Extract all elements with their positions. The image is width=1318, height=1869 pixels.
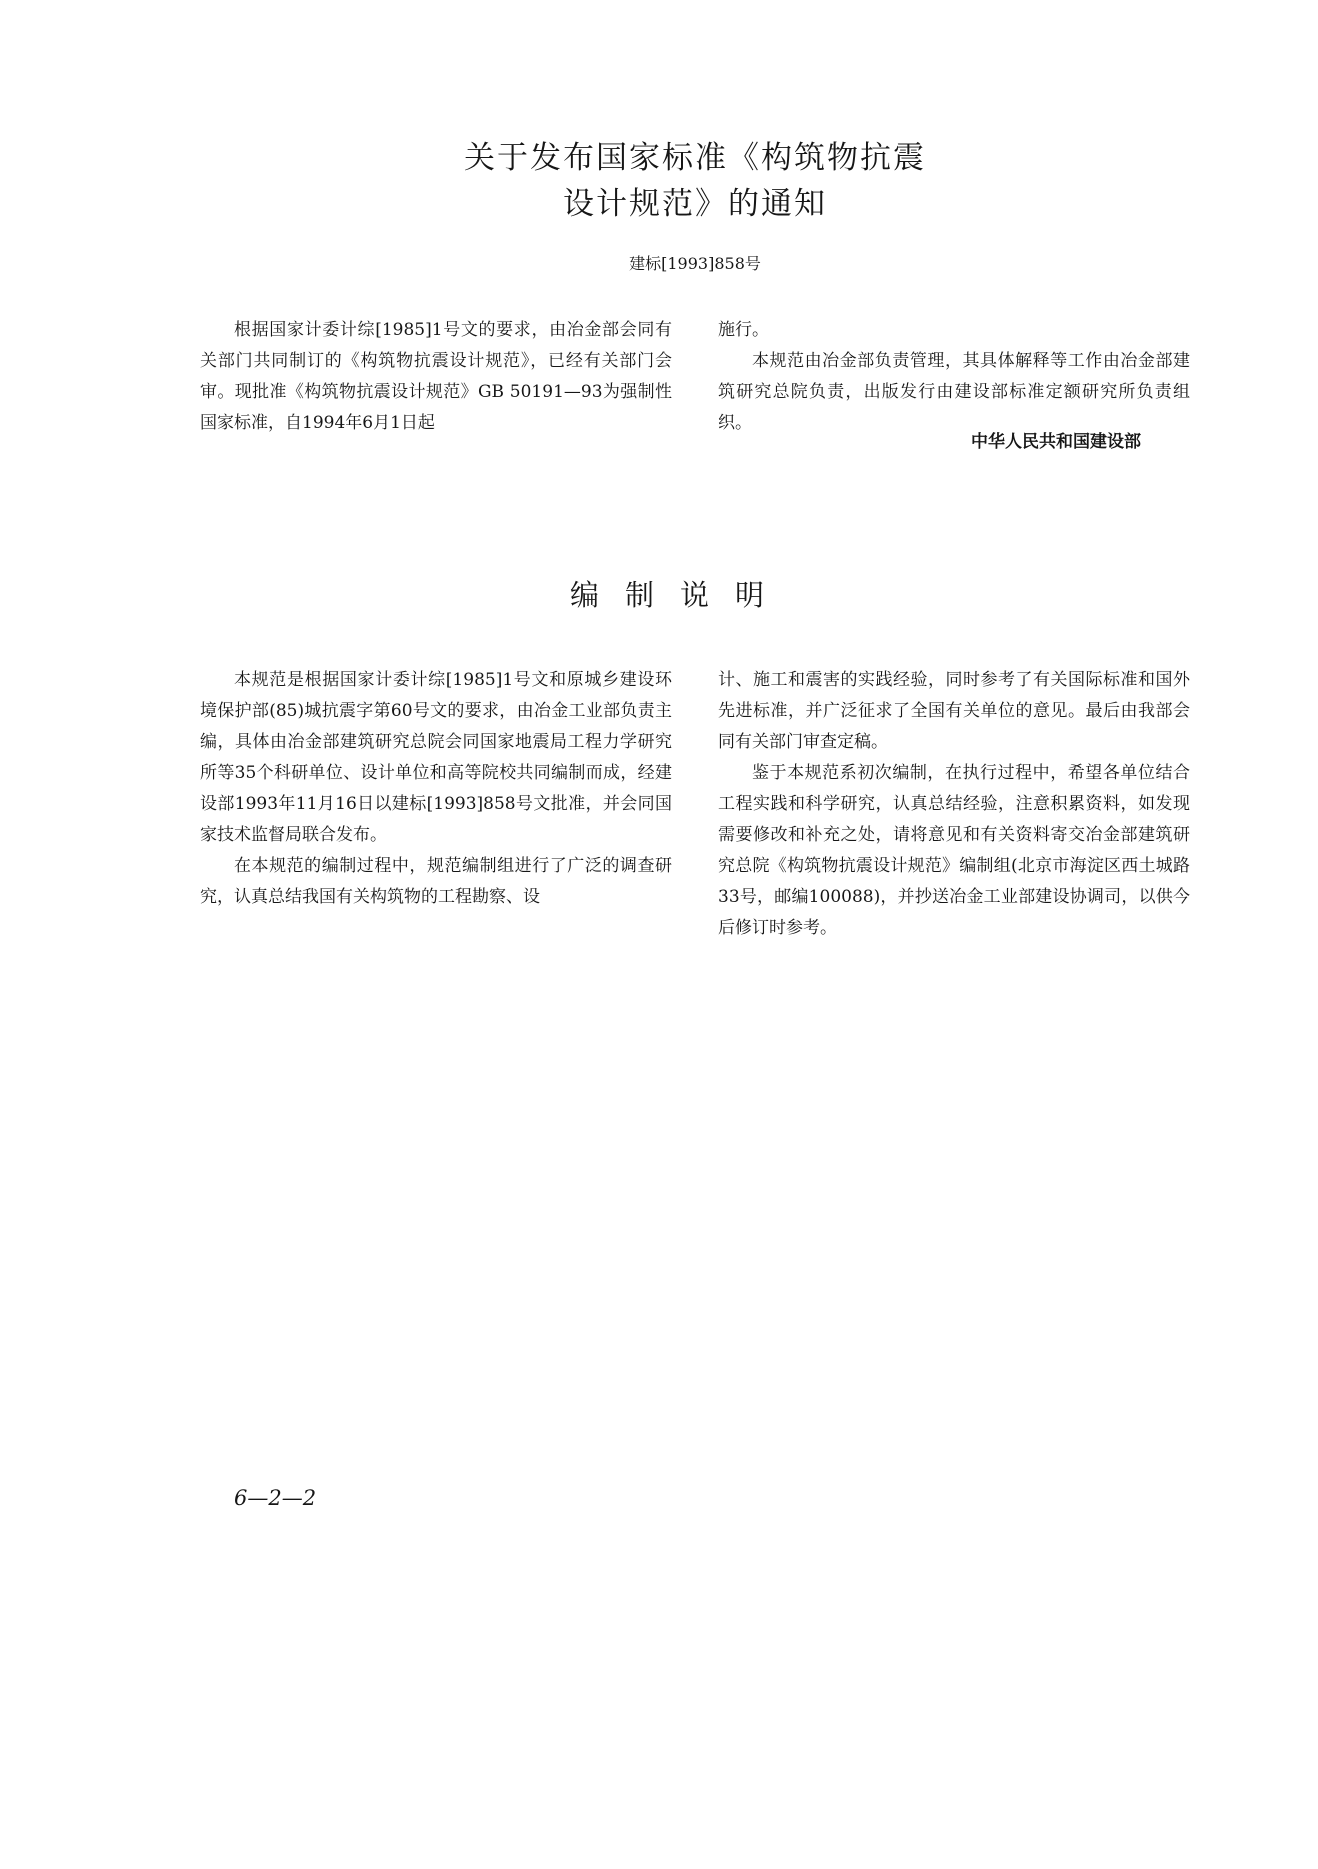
explanation-paragraph: 本规范是根据国家计委计综[1985]1号文和原城乡建设环境保护部(85)城抗震字第60号文的要求，由冶金工业部负责主编，具体由冶金部建筑研究总院会同国家地震局工程力学研究所等35个科研单位、设计单位和高等院校共同编制而成，经建设部1993年11月16日以建标[1993]858号文批准，并会同国家技术监督局联合发布。 (200, 670, 672, 845)
explanation-paragraph: 在本规范的编制过程中，规范编制组进行了广泛的调查研究，认真总结我国有关构筑物的工程勘察、设 (200, 856, 672, 907)
notice-paragraph: 根据国家计委计综[1985]1号文的要求，由冶金部会同有关部门共同制订的《构筑物抗震设计规范》，已经有关部门会审。现批准《构筑物抗震设计规范》GB 50191—93为强制性国家标准，自1994年6月1日起 (200, 320, 672, 433)
explanation-paragraph-continuation: 计、施工和震害的实践经验，同时参考了有关国际标准和国外先进标准，并广泛征求了全国有关单位的意见。最后由我部会同有关部门审查定稿。 (718, 670, 1190, 752)
page-number: 6—2—2 (234, 1486, 317, 1510)
notice-body-left-column (200, 315, 672, 439)
document-number: 建标[1993]858号 (629, 254, 761, 273)
explanation-body-right-column (718, 665, 1190, 944)
explanation-paragraph: 鉴于本规范系初次编制，在执行过程中，希望各单位结合工程实践和科学研究，认真总结经验，注意积累资料，如发现需要修改和补充之处，请将意见和有关资料寄交冶金部建筑研究总院《构筑物抗震设计规范》编制组(北京市海淀区西土城路33号，邮编100088)，并抄送冶金工业部建设协调司，以供今后修订时参考。 (718, 763, 1190, 938)
notice-title-line-1: 关于发布国家标准《构筑物抗震 (464, 140, 926, 176)
explanation-body-left-column (200, 665, 672, 913)
issuing-authority-signature: 中华人民共和国建设部 (971, 432, 1141, 452)
notice-paragraph-continuation: 施行。 (718, 320, 769, 340)
notice-paragraph: 本规范由冶金部负责管理，其具体解释等工作由冶金部建筑研究总院负责，出版发行由建设部标准定额研究所负责组织。 (718, 351, 1190, 433)
notice-title-line-2: 设计规范》的通知 (563, 186, 827, 222)
section-heading: 编制说明 (570, 578, 791, 612)
notice-body-right-column (718, 315, 1190, 439)
